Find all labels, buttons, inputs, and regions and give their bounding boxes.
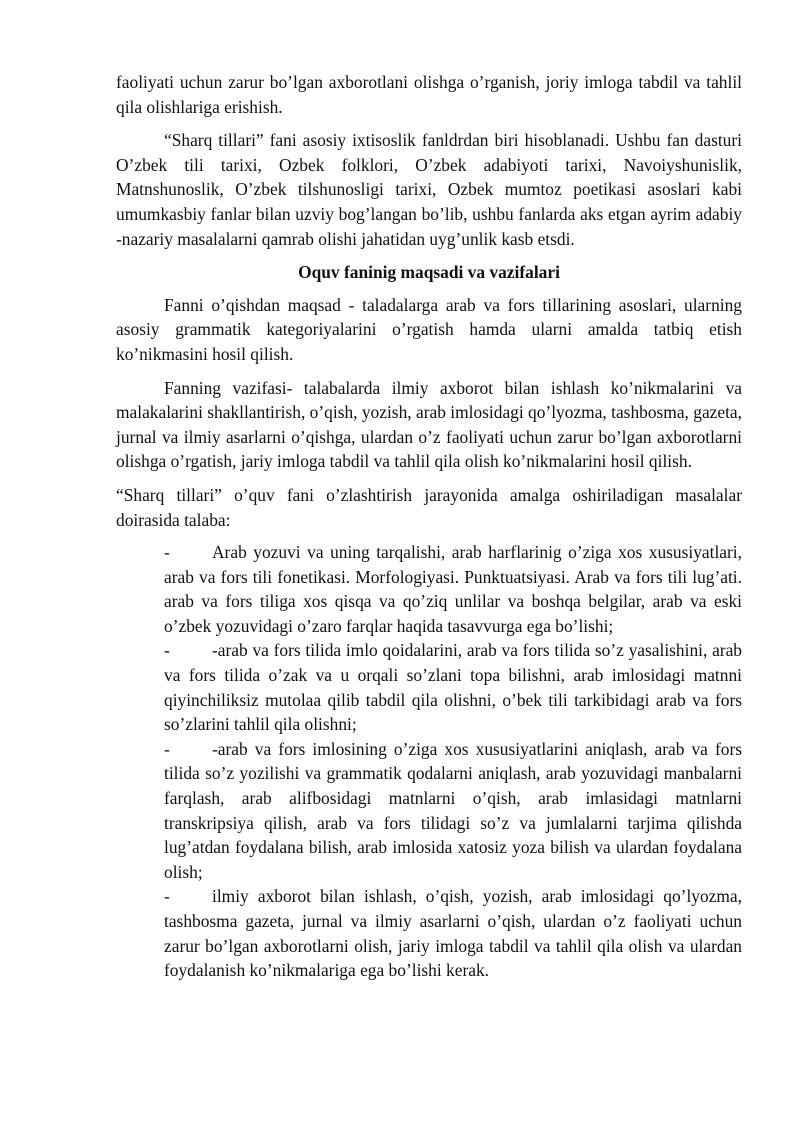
list-item-text: -arab va fors imlosining o’ziga xos xususiyatlarini aniqlash, arab va fors tilida so’z yozilishi va grammatik qodalarni aniqlash, arab yozuvidagi manbalarni farqlash, arab alifbosidagi matnlarni o’qish, arab imlasidagi matnlarni transkripsiya qilish, arab va fors tilidagi so’z va jumlalarni tarjima qilishda lug’atdan foydalana bilish, arab imlosida xatosiz yoza bilish va ulardan foydalana olish; (164, 738, 742, 882)
section-heading: Oquv faninig maqsadi va vazifalari (298, 262, 560, 283)
list-marker: - (164, 886, 170, 907)
goal-paragraph: Fanni o’qishdan maqsad - taladalarga arab va fors tillarining asoslari, ularning asosiy grammatik kategoriyalarini o’rgatish hamda ularni amalda tatbiq etish ko’nikmasini hosil qilish. (116, 294, 742, 364)
task-paragraph: Fanning vazifasi- talabalarda ilmiy axborot bilan ishlash ko’nikmalarini va malakalarini shakllantirish, o’qish, yozish, arab imlosidagi qo’lyozma, tashbosma, gazeta, jurnal va ilmiy asarlarni o’qishga, ulardan o’z faoliyati uchun zarur bo’lgan axborotlarni olishga o’rgatish, jariy imloga tabdil va tahlil qila olish ko’nikmalarini hosil qilish. (116, 377, 742, 472)
sharq-tillari-paragraph: “Sharq tillari” fani asosiy ixtisoslik fanldrdan biri hisoblanadi. Ushbu fan dasturi O’zbek tili tarixi, Ozbek folklori, O’zbek adabiyoti tarixi, Navoiyshunislik, Matnshunoslik, O’zbek tilshunosligi tarixi, Ozbek mumtoz poetikasi asoslari kabi umumkasbiy fanlar bilan uzviy bog’langan bo’lib, ushbu fanlarda aks etgan ayrim adabiy -nazariy masalalarni qamrab olishi jahatidan uyg’unlik kasb etsdi. (116, 130, 742, 249)
list-item (164, 737, 742, 885)
requirements-list (116, 540, 742, 983)
list-marker: - (164, 738, 170, 759)
list-marker: - (164, 542, 170, 563)
list-item-text: Arab yozuvi va uning tarqalishi, arab harflarinig o’ziga xos xususiyatlari, arab va fors tili fonetikasi. Morfologiyasi. Punktuatsiyasi. Arab va fors tili lug’ati. arab va fors tiliga xos qisqa va qo’ziq unlilar va boshqa belgilar, arab va eski o’zbek yozuvidagi o’zaro farqlar haqida tasavvurga ega bo’lishi; (164, 542, 742, 636)
document-page (116, 70, 742, 983)
list-item (164, 638, 742, 736)
intro-continuation-paragraph: faoliyati uchun zarur bo’lgan axborotlani olishga o’rganish, joriy imloga tabdil va tahlil qila olishlariga erishish. (116, 72, 742, 117)
process-paragraph: “Sharq tillari” o’quv fani o’zlashtirish jarayonida amalga oshiriladigan masalalar doirasida talaba: (116, 484, 742, 530)
list-item-text: ilmiy axborot bilan ishlash, o’qish, yozish, arab imlosidagi qo’lyozma, tashbosma gazeta, jurnal va ilmiy asarlarni o’qish, ulardan o’z faoliyati uchun zarur bo’lgan axborotlarni olish, jariy imloga tabdil va tahlil qila olish va ulardan foydalanish ko’nikmalariga ega bo’lishi kerak. (164, 886, 742, 981)
list-marker: - (164, 640, 170, 661)
list-item (164, 540, 742, 638)
list-item (164, 884, 742, 982)
list-item-text: -arab va fors tilida imlo qoidalarini, arab va fors tilida so’z yasalishini, arab va fors tilida o’zak va u orqali so’zlani topa bilishni, arab imlosidagi matnni qiyinchiliksiz mutolaa qilib tabdil qila olishni, o’bek tili tarkibidagi arab va fors so’zlarini tahlil qila olishni; (164, 640, 742, 735)
